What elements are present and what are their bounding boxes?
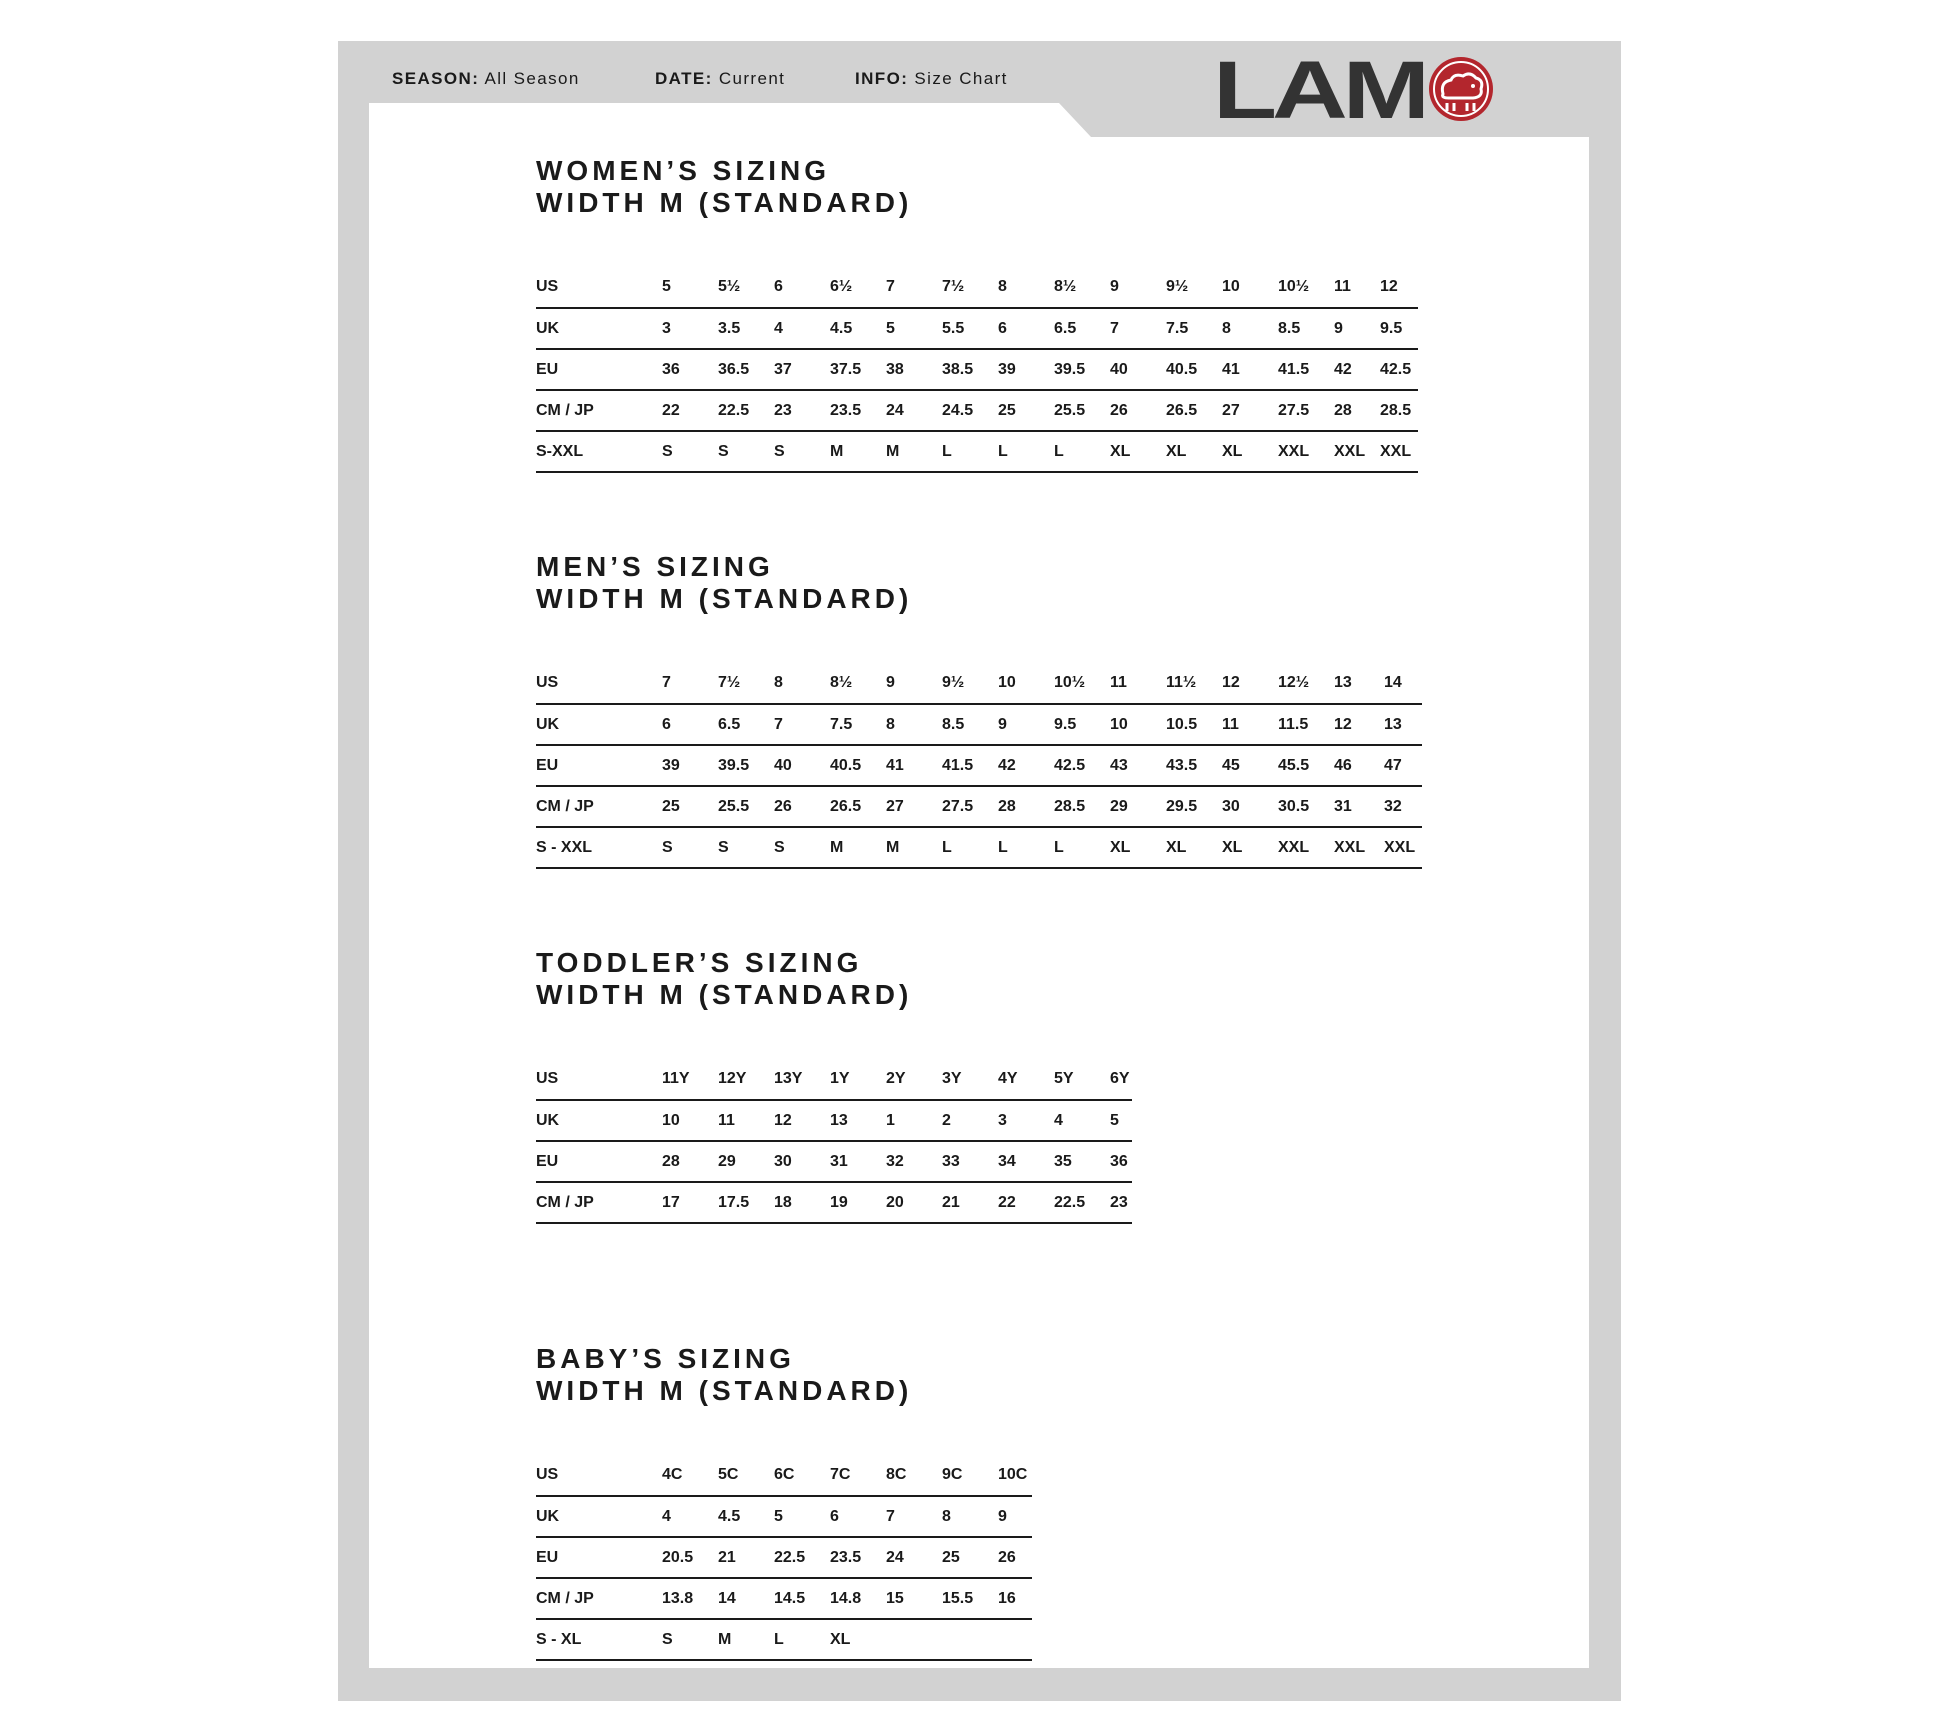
lamo-logo [1213, 56, 1503, 126]
info-info [855, 69, 1008, 89]
table-cell: XXL [1384, 827, 1422, 868]
babys-title-line2: WIDTH M (STANDARD) [536, 1375, 913, 1406]
table-cell: S [662, 827, 718, 868]
season-info [392, 69, 580, 89]
table-cell: 17 [662, 1182, 718, 1223]
row-label: UK [536, 1100, 662, 1141]
table-cell: XL [830, 1619, 886, 1660]
table-cell: 30.5 [1278, 786, 1334, 827]
row-label: EU [536, 349, 662, 390]
mens-section [536, 551, 1422, 869]
table-row [536, 1059, 1132, 1100]
table-cell: 7.5 [1166, 308, 1222, 349]
table-cell [942, 1619, 998, 1660]
table-cell: 13Y [774, 1059, 830, 1100]
table-cell: 7C [830, 1455, 886, 1496]
table-row [536, 786, 1422, 827]
table-cell: 5 [886, 308, 942, 349]
table-cell: 38 [886, 349, 942, 390]
table-cell: 8.5 [1278, 308, 1334, 349]
table-cell: 47 [1384, 745, 1422, 786]
table-row [536, 663, 1422, 704]
table-cell: 22 [662, 390, 718, 431]
table-cell: 14 [1384, 663, 1422, 704]
table-cell: 43.5 [1166, 745, 1222, 786]
table-cell: 38.5 [942, 349, 998, 390]
table-cell: 3 [662, 308, 718, 349]
row-label: CM / JP [536, 390, 662, 431]
table-cell: 27 [886, 786, 942, 827]
table-cell: 10 [998, 663, 1054, 704]
table-cell: XL [1222, 431, 1278, 472]
table-cell: 26 [998, 1537, 1032, 1578]
table-cell: 2 [942, 1100, 998, 1141]
table-row [536, 349, 1418, 390]
season-value: All Season [484, 69, 580, 88]
table-cell: 8 [942, 1496, 998, 1537]
table-cell: 12 [1334, 704, 1384, 745]
table-cell: 7 [1110, 308, 1166, 349]
table-cell: 11Y [662, 1059, 718, 1100]
table-cell: 2Y [886, 1059, 942, 1100]
table-cell: 24 [886, 390, 942, 431]
table-cell: 3.5 [718, 308, 774, 349]
table-cell: 41.5 [942, 745, 998, 786]
table-cell: M [886, 827, 942, 868]
womens-section [536, 155, 1418, 473]
table-cell: 36 [662, 349, 718, 390]
table-row [536, 704, 1422, 745]
table-cell [998, 1619, 1032, 1660]
table-cell: 5 [774, 1496, 830, 1537]
table-cell: 1 [886, 1100, 942, 1141]
table-cell: 40.5 [830, 745, 886, 786]
sheep-icon [1429, 57, 1493, 121]
table-cell: 6.5 [718, 704, 774, 745]
table-cell: 28.5 [1054, 786, 1110, 827]
row-label: S - XL [536, 1619, 662, 1660]
table-cell: 41 [1222, 349, 1278, 390]
table-cell: 15.5 [942, 1578, 998, 1619]
mens-size-table [536, 663, 1422, 869]
table-cell: 7½ [718, 663, 774, 704]
table-cell: 37.5 [830, 349, 886, 390]
season-label: SEASON: [392, 69, 480, 88]
table-cell: 39 [662, 745, 718, 786]
table-row [536, 1182, 1132, 1223]
table-row [536, 267, 1418, 308]
table-cell: M [830, 827, 886, 868]
table-cell: L [1054, 827, 1110, 868]
row-label: EU [536, 1141, 662, 1182]
table-cell: 6½ [830, 267, 886, 308]
table-cell: 4.5 [718, 1496, 774, 1537]
table-cell: 18 [774, 1182, 830, 1223]
table-cell: XXL [1278, 431, 1334, 472]
logo-wordmark: LAM [1213, 56, 1425, 126]
table-cell: 46 [1334, 745, 1384, 786]
table-cell: 11 [1110, 663, 1166, 704]
row-label: S-XXL [536, 431, 662, 472]
table-cell: 6Y [1110, 1059, 1132, 1100]
table-cell: 10 [1110, 704, 1166, 745]
table-cell: 4.5 [830, 308, 886, 349]
table-cell: 23.5 [830, 1537, 886, 1578]
row-label: S - XXL [536, 827, 662, 868]
table-cell: 3Y [942, 1059, 998, 1100]
table-cell: 24 [886, 1537, 942, 1578]
table-cell: L [1054, 431, 1110, 472]
table-cell: 5.5 [942, 308, 998, 349]
table-row [536, 827, 1422, 868]
table-cell: 43 [1110, 745, 1166, 786]
table-cell: 42.5 [1054, 745, 1110, 786]
table-cell: 9½ [942, 663, 998, 704]
table-cell: 13 [1334, 663, 1384, 704]
toddlers-section [536, 947, 1132, 1224]
table-cell: 12 [1222, 663, 1278, 704]
table-cell: XXL [1334, 827, 1384, 868]
table-cell: 45 [1222, 745, 1278, 786]
table-cell: 22.5 [718, 390, 774, 431]
toddlers-title-line1: TODDLER’S SIZING [536, 947, 863, 978]
table-row [536, 390, 1418, 431]
row-label: UK [536, 1496, 662, 1537]
table-cell: 39.5 [718, 745, 774, 786]
table-cell: S [774, 431, 830, 472]
table-cell: 21 [718, 1537, 774, 1578]
table-cell: XXL [1334, 431, 1380, 472]
info-value: Size Chart [914, 69, 1008, 88]
table-cell: M [718, 1619, 774, 1660]
table-cell: 12 [774, 1100, 830, 1141]
table-cell: 11 [718, 1100, 774, 1141]
table-cell: 15 [886, 1578, 942, 1619]
mens-title-line2: WIDTH M (STANDARD) [536, 583, 913, 614]
row-label: CM / JP [536, 1182, 662, 1223]
table-row [536, 1455, 1032, 1496]
table-cell: 45.5 [1278, 745, 1334, 786]
table-cell: 7½ [942, 267, 998, 308]
table-cell: 25 [662, 786, 718, 827]
table-cell: 27.5 [942, 786, 998, 827]
table-cell: S [662, 1619, 718, 1660]
table-cell: 42 [1334, 349, 1380, 390]
table-cell: XXL [1278, 827, 1334, 868]
table-cell: 26 [774, 786, 830, 827]
table-cell: 5½ [718, 267, 774, 308]
table-cell: XL [1110, 431, 1166, 472]
table-cell: 14 [718, 1578, 774, 1619]
table-cell: 5 [1110, 1100, 1132, 1141]
table-cell: 10C [998, 1455, 1032, 1496]
babys-size-table [536, 1455, 1032, 1661]
table-cell: 19 [830, 1182, 886, 1223]
table-row [536, 1537, 1032, 1578]
table-cell: 30 [1222, 786, 1278, 827]
table-cell: 13 [830, 1100, 886, 1141]
table-cell: XL [1166, 431, 1222, 472]
table-cell: 26 [1110, 390, 1166, 431]
table-cell: 8 [998, 267, 1054, 308]
table-cell: 25 [998, 390, 1054, 431]
table-cell: 12 [1380, 267, 1418, 308]
row-label: US [536, 267, 662, 308]
table-cell: L [942, 431, 998, 472]
table-cell: M [886, 431, 942, 472]
table-cell: 26.5 [830, 786, 886, 827]
table-cell: 28 [662, 1141, 718, 1182]
table-cell: 4 [1054, 1100, 1110, 1141]
mens-title-line1: MEN’S SIZING [536, 551, 774, 582]
table-cell: 41 [886, 745, 942, 786]
table-row [536, 308, 1418, 349]
table-cell: 6 [774, 267, 830, 308]
date-value: Current [718, 69, 786, 88]
table-cell: 23 [774, 390, 830, 431]
table-cell: 10½ [1054, 663, 1110, 704]
table-cell: 4C [662, 1455, 718, 1496]
table-cell: 36 [1110, 1141, 1132, 1182]
table-cell: 42.5 [1380, 349, 1418, 390]
row-label: UK [536, 308, 662, 349]
table-cell: XL [1110, 827, 1166, 868]
table-cell: 32 [886, 1141, 942, 1182]
table-cell: 7 [886, 267, 942, 308]
table-cell: 7 [774, 704, 830, 745]
table-row [536, 1100, 1132, 1141]
table-cell: 13.8 [662, 1578, 718, 1619]
table-cell: 7 [886, 1496, 942, 1537]
table-cell: 8½ [1054, 267, 1110, 308]
table-cell: 13 [1384, 704, 1422, 745]
table-cell: 9 [998, 1496, 1032, 1537]
table-cell: XL [1166, 827, 1222, 868]
table-cell: 9 [1110, 267, 1166, 308]
table-cell: 33 [942, 1141, 998, 1182]
table-cell: 4 [774, 308, 830, 349]
toddlers-size-table [536, 1059, 1132, 1224]
table-cell: 11.5 [1278, 704, 1334, 745]
table-cell: 36.5 [718, 349, 774, 390]
row-label: CM / JP [536, 1578, 662, 1619]
table-cell: 16 [998, 1578, 1032, 1619]
table-cell: XXL [1380, 431, 1418, 472]
table-cell: 6 [662, 704, 718, 745]
table-cell: 8C [886, 1455, 942, 1496]
table-cell: 6 [830, 1496, 886, 1537]
table-cell: 40 [1110, 349, 1166, 390]
table-cell: 28 [1334, 390, 1380, 431]
table-cell: 9.5 [1380, 308, 1418, 349]
row-label: UK [536, 704, 662, 745]
table-cell: 24.5 [942, 390, 998, 431]
table-cell: 9 [998, 704, 1054, 745]
table-cell: 39 [998, 349, 1054, 390]
row-label: CM / JP [536, 786, 662, 827]
table-cell: 25.5 [718, 786, 774, 827]
table-cell: 8½ [830, 663, 886, 704]
table-cell: 8 [774, 663, 830, 704]
table-cell: 9.5 [1054, 704, 1110, 745]
table-cell: 30 [774, 1141, 830, 1182]
table-cell: 8 [1222, 308, 1278, 349]
table-cell: 39.5 [1054, 349, 1110, 390]
table-cell: 6 [998, 308, 1054, 349]
womens-title-line1: WOMEN’S SIZING [536, 155, 830, 186]
babys-section [536, 1343, 1032, 1661]
table-cell: 14.8 [830, 1578, 886, 1619]
table-cell: 22 [998, 1182, 1054, 1223]
womens-size-table [536, 267, 1418, 473]
table-cell: 14.5 [774, 1578, 830, 1619]
date-label: DATE: [655, 69, 713, 88]
table-cell: 23.5 [830, 390, 886, 431]
table-cell: 21 [942, 1182, 998, 1223]
table-cell: 10 [1222, 267, 1278, 308]
table-cell: 40.5 [1166, 349, 1222, 390]
table-cell: 12Y [718, 1059, 774, 1100]
table-row [536, 1619, 1032, 1660]
row-label: EU [536, 745, 662, 786]
info-label: INFO: [855, 69, 909, 88]
row-label: EU [536, 1537, 662, 1578]
table-cell: 5C [718, 1455, 774, 1496]
row-label: US [536, 1059, 662, 1100]
table-cell: 4 [662, 1496, 718, 1537]
table-cell: 25.5 [1054, 390, 1110, 431]
table-cell: 29.5 [1166, 786, 1222, 827]
babys-title-line1: BABY’S SIZING [536, 1343, 795, 1374]
table-cell: XL [1222, 827, 1278, 868]
table-cell: 6C [774, 1455, 830, 1496]
table-cell: 9 [1334, 308, 1380, 349]
table-cell: 22.5 [774, 1537, 830, 1578]
table-cell: 3 [998, 1100, 1054, 1141]
table-cell: S [718, 827, 774, 868]
table-cell: 35 [1054, 1141, 1110, 1182]
table-cell: L [774, 1619, 830, 1660]
table-cell: 8.5 [942, 704, 998, 745]
table-cell: 10½ [1278, 267, 1334, 308]
table-cell: 11 [1222, 704, 1278, 745]
table-cell: 34 [998, 1141, 1054, 1182]
table-cell: S [718, 431, 774, 472]
table-cell: 32 [1384, 786, 1422, 827]
row-label: US [536, 1455, 662, 1496]
table-cell: 5 [662, 267, 718, 308]
table-cell: 31 [830, 1141, 886, 1182]
table-cell: S [662, 431, 718, 472]
table-cell: 25 [942, 1537, 998, 1578]
table-cell: 42 [998, 745, 1054, 786]
table-cell: 6.5 [1054, 308, 1110, 349]
table-cell: 7.5 [830, 704, 886, 745]
table-cell: S [774, 827, 830, 868]
table-row [536, 1496, 1032, 1537]
table-cell: 29 [718, 1141, 774, 1182]
table-row [536, 745, 1422, 786]
table-cell: L [942, 827, 998, 868]
table-cell: 31 [1334, 786, 1384, 827]
row-label: US [536, 663, 662, 704]
table-cell: L [998, 827, 1054, 868]
table-row [536, 1141, 1132, 1182]
table-cell: 20.5 [662, 1537, 718, 1578]
table-cell: 29 [1110, 786, 1166, 827]
table-cell: 11½ [1166, 663, 1222, 704]
table-cell: 22.5 [1054, 1182, 1110, 1223]
date-info [655, 69, 785, 89]
table-cell: 27 [1222, 390, 1278, 431]
table-cell: 9½ [1166, 267, 1222, 308]
table-cell: M [830, 431, 886, 472]
table-cell: 10.5 [1166, 704, 1222, 745]
table-cell: 20 [886, 1182, 942, 1223]
toddlers-title-line2: WIDTH M (STANDARD) [536, 979, 913, 1010]
table-cell [886, 1619, 942, 1660]
table-cell: 41.5 [1278, 349, 1334, 390]
table-cell: 10 [662, 1100, 718, 1141]
womens-title-line2: WIDTH M (STANDARD) [536, 187, 913, 218]
table-cell: 7 [662, 663, 718, 704]
table-cell: 27.5 [1278, 390, 1334, 431]
table-cell: 8 [886, 704, 942, 745]
table-cell: 37 [774, 349, 830, 390]
table-cell: 9 [886, 663, 942, 704]
table-cell: 11 [1334, 267, 1380, 308]
table-cell: 12½ [1278, 663, 1334, 704]
table-cell: 40 [774, 745, 830, 786]
table-cell: 26.5 [1166, 390, 1222, 431]
table-cell: 17.5 [718, 1182, 774, 1223]
table-cell: 4Y [998, 1059, 1054, 1100]
table-row [536, 1578, 1032, 1619]
table-cell: 9C [942, 1455, 998, 1496]
table-cell: 23 [1110, 1182, 1132, 1223]
table-cell: 28 [998, 786, 1054, 827]
table-cell: 28.5 [1380, 390, 1418, 431]
table-cell: 5Y [1054, 1059, 1110, 1100]
table-row [536, 431, 1418, 472]
table-cell: L [998, 431, 1054, 472]
table-cell: 1Y [830, 1059, 886, 1100]
